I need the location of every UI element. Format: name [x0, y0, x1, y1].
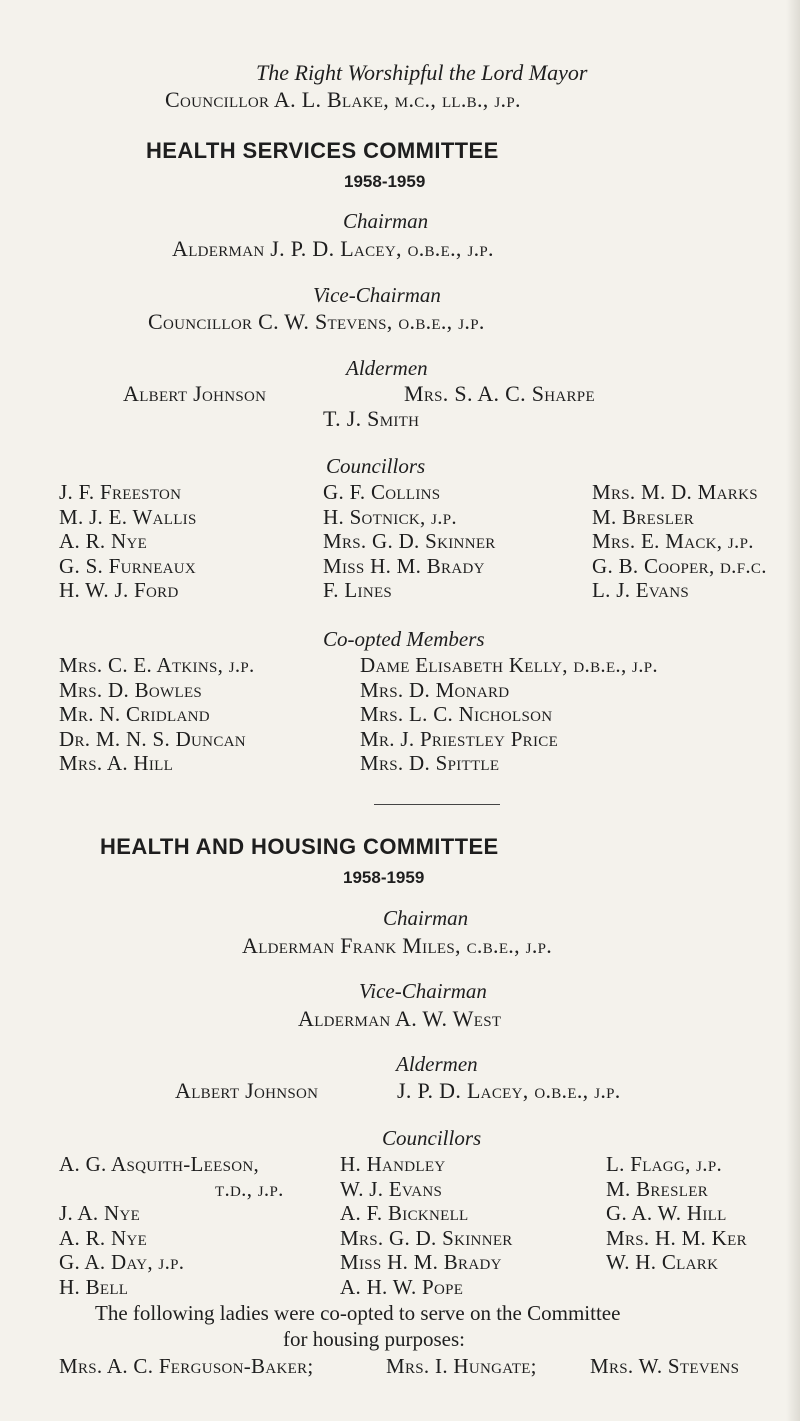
coopted-member: Mrs. L. C. Nicholson [360, 702, 553, 726]
councillor: L. J. Evans [592, 578, 690, 602]
coopted-member: Mr. J. Priestley Price [360, 726, 559, 751]
hh-councillors-label: Councillors [382, 1126, 482, 1150]
councillor: W. J. Evans [340, 1176, 443, 1201]
councillor: M. Bresler [606, 1176, 709, 1201]
hh-vice-chairman-label: Vice-Chairman [359, 979, 487, 1003]
coopted-member: Dr. M. N. S. Duncan [59, 726, 246, 751]
page-edge-shadow [786, 0, 800, 1421]
health-housing-years: 1958-1959 [343, 868, 425, 887]
councillor: Mrs. G. D. Skinner [323, 529, 496, 553]
councillor: J. F. Freeston [59, 480, 182, 504]
councillor: Mrs. M. D. Marks [592, 480, 758, 504]
coopted-member: Mrs. D. Spittle [360, 751, 500, 775]
councillor: L. Flagg, j.p. [606, 1152, 723, 1176]
hs-councillors-label: Councillors [326, 454, 426, 478]
councillor: H. Sotnick, j.p. [323, 504, 457, 529]
health-services-heading: HEALTH SERVICES COMMITTEE [146, 138, 499, 163]
hh-councillors-col3 [606, 1152, 747, 1275]
hs-coopted-col1 [59, 653, 255, 776]
section-divider [374, 804, 500, 805]
hs-alderman: Albert Johnson [123, 381, 267, 406]
hs-alderman: Mrs. S. A. C. Sharpe [404, 381, 595, 406]
hs-aldermen-label: Aldermen [346, 356, 428, 380]
councillor: A. R. Nye [59, 529, 148, 553]
councillor: A. H. W. Pope [340, 1274, 464, 1299]
hh-councillors-col2 [340, 1152, 513, 1299]
health-services-years: 1958-1959 [344, 172, 426, 191]
councillor: G. S. Furneaux [59, 553, 197, 578]
hs-councillors-col3 [592, 480, 767, 603]
hs-vice-chairman-label: Vice-Chairman [313, 283, 441, 307]
hs-coopted-col2 [360, 653, 658, 776]
councillor: W. H. Clark [606, 1250, 719, 1274]
councillor: Mrs. E. Mack, j.p. [592, 529, 754, 553]
coopted-member: Mrs. C. E. Atkins, j.p. [59, 653, 255, 677]
hs-chairman: Alderman J. P. D. Lacey, o.b.e., j.p. [172, 236, 494, 261]
coopted-member: Mrs. D. Bowles [59, 677, 203, 702]
hh-vice-chairman: Alderman A. W. West [298, 1006, 502, 1031]
hs-councillors-col2 [323, 480, 496, 603]
hs-alderman: T. J. Smith [323, 406, 420, 431]
housing-note-line2: for housing purposes: [283, 1327, 465, 1351]
councillor: A. F. Bicknell [340, 1201, 469, 1225]
hs-vice-chairman: Councillor C. W. Stevens, o.b.e., j.p. [148, 309, 485, 334]
councillor: J. A. Nye [59, 1201, 141, 1225]
coopted-member: Mrs. D. Monard [360, 677, 510, 702]
hh-aldermen-label: Aldermen [396, 1052, 478, 1076]
councillor: G. A. Day, j.p. [59, 1250, 185, 1274]
health-housing-heading: HEALTH AND HOUSING COMMITTEE [100, 834, 499, 859]
councillor: M. Bresler [592, 504, 695, 529]
councillor: A. R. Nye [59, 1225, 148, 1250]
lord-mayor-name: Councillor A. L. Blake, m.c., ll.b., j.p. [165, 87, 521, 112]
coopted-member: Mr. N. Cridland [59, 702, 210, 726]
councillor: H. Handley [340, 1152, 446, 1176]
coopted-member: Dame Elisabeth Kelly, d.b.e., j.p. [360, 653, 658, 677]
hh-chairman-label: Chairman [383, 906, 469, 930]
hs-coopted-label: Co-opted Members [323, 627, 485, 651]
councillor: Mrs. G. D. Skinner [340, 1225, 513, 1250]
housing-note-line1: The following ladies were co-opted to serve on the Committee [95, 1301, 621, 1325]
coopted-lady: Mrs. I. Hungate; [386, 1354, 537, 1378]
councillor: H. W. J. Ford [59, 578, 179, 602]
hh-chairman: Alderman Frank Miles, c.b.e., j.p. [242, 933, 553, 958]
councillor: H. Bell [59, 1274, 129, 1299]
councillor: G. B. Cooper, d.f.c. [592, 553, 767, 578]
coopted-lady: Mrs. A. C. Ferguson-Baker; [59, 1354, 314, 1378]
councillor: t.d., j.p. [215, 1176, 284, 1201]
coopted-lady: Mrs. W. Stevens [590, 1354, 740, 1378]
councillor: M. J. E. Wallis [59, 504, 197, 529]
councillor: F. Lines [323, 578, 393, 602]
councillor: A. G. Asquith-Leeson, [59, 1152, 260, 1176]
hh-councillors-col1 [59, 1152, 284, 1299]
coopted-member: Mrs. A. Hill [59, 751, 174, 775]
hs-councillors-col1 [59, 480, 197, 603]
councillor: Miss H. M. Brady [323, 553, 485, 578]
councillor: G. A. W. Hill [606, 1201, 727, 1225]
hh-alderman: J. P. D. Lacey, o.b.e., j.p. [397, 1078, 621, 1103]
councillor: Miss H. M. Brady [340, 1250, 502, 1274]
councillor: Mrs. H. M. Ker [606, 1225, 747, 1250]
hh-alderman: Albert Johnson [175, 1078, 319, 1103]
lord-mayor-title: The Right Worshipful the Lord Mayor [256, 60, 588, 85]
councillor: G. F. Collins [323, 480, 441, 504]
hs-chairman-label: Chairman [343, 209, 429, 233]
